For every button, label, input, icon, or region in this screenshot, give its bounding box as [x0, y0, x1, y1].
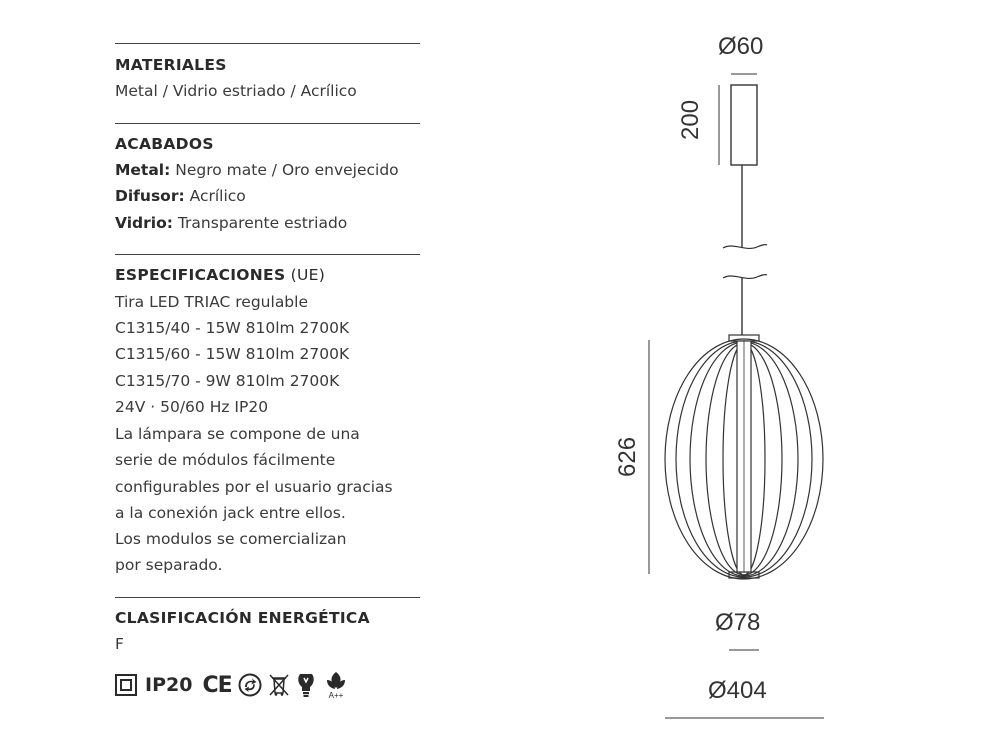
- energy-class-label: A++: [328, 691, 343, 699]
- spec-line: 24V · 50/60 Hz IP20: [115, 398, 269, 416]
- spec-line: C1315/60 - 15W 810lm 2700K: [115, 345, 350, 363]
- acabados-row-difusor: [115, 187, 246, 205]
- acabados-label: Metal:: [115, 161, 171, 179]
- materiales-title: MATERIALES: [115, 56, 227, 74]
- acabados-row-metal: [115, 161, 399, 179]
- spec-line: La lámpara se compone de una: [115, 425, 360, 443]
- weee-bin-icon: [268, 673, 290, 697]
- canopy: [731, 85, 757, 165]
- acabados-label: Vidrio:: [115, 214, 173, 232]
- recycle-icon: [238, 673, 262, 697]
- acabados-value: Transparente estriado: [172, 214, 348, 232]
- cable-break-bottom: [723, 275, 767, 279]
- spec-line: Los modulos se comercializan: [115, 530, 347, 548]
- double-insulation-icon: [115, 674, 137, 696]
- acabados-value: Acrílico: [184, 187, 246, 205]
- cable-break-top: [723, 245, 767, 249]
- divider-acabados: [115, 123, 420, 124]
- dim-canopy-height: 200: [677, 99, 704, 140]
- led-bulb-icon: [296, 672, 318, 698]
- acabados-row-vidrio: [115, 214, 347, 232]
- dim-canopy-diameter: Ø60: [718, 33, 764, 60]
- energy-leaf-icon: [324, 671, 348, 699]
- spec-line: serie de módulos fácilmente: [115, 451, 336, 469]
- lamp-technical-drawing: [560, 0, 850, 750]
- especificaciones-title-text: ESPECIFICACIONES: [115, 266, 286, 284]
- dim-height: 626: [614, 436, 641, 477]
- acabados-label: Difusor:: [115, 187, 185, 205]
- certification-icons: [115, 670, 348, 700]
- dim-inner-diameter: Ø78: [715, 609, 761, 636]
- spec-line: a la conexión jack entre ellos.: [115, 504, 346, 522]
- divider-top: [115, 43, 420, 44]
- ip-rating-label: IP20: [145, 674, 193, 696]
- spec-line: Tira LED TRIAC regulable: [115, 293, 308, 311]
- acabados-title: ACABADOS: [115, 135, 214, 153]
- divider-especificaciones: [115, 254, 420, 255]
- divider-clasificacion: [115, 597, 420, 598]
- especificaciones-suffix: (UE): [285, 266, 326, 284]
- spec-line: C1315/70 - 9W 810lm 2700K: [115, 372, 340, 390]
- materiales-text: Metal / Vidrio estriado / Acrílico: [115, 82, 357, 100]
- acabados-value: Negro mate / Oro envejecido: [170, 161, 399, 179]
- ce-mark-icon: CE: [202, 672, 232, 698]
- dim-outer-diameter: Ø404: [708, 677, 767, 704]
- spec-line: por separado.: [115, 556, 223, 574]
- clasificacion-title: CLASIFICACIÓN ENERGÉTICA: [115, 609, 370, 627]
- spec-line: configurables por el usuario gracias: [115, 478, 393, 496]
- spec-line: C1315/40 - 15W 810lm 2700K: [115, 319, 350, 337]
- clasificacion-value: F: [115, 635, 124, 653]
- especificaciones-title: [115, 266, 325, 284]
